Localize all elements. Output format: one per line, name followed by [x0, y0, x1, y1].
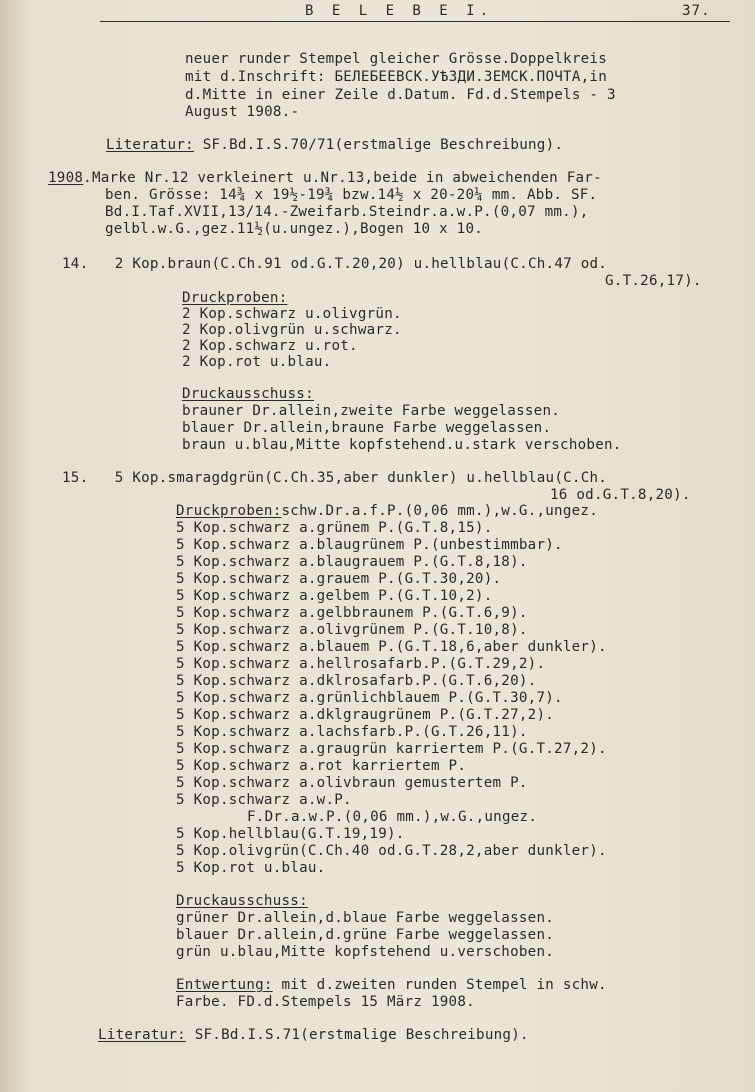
proof-item: 5 Kop.schwarz a.blaugrauem P.(G.T.8,18). [176, 554, 528, 570]
literature-text: SF.Bd.I.S.71(erstmalige Beschreibung). [185, 1027, 529, 1043]
intro-line: August 1908.- [185, 104, 300, 120]
proof-item: 5 Kop.schwarz a.gelbbraunem P.(G.T.6,9). [176, 605, 528, 621]
literature-1 [106, 137, 563, 153]
stamp-15-line: 15. 5 Kop.smaragdgrün(C.Ch.35,aber dunkler) u.hellblau(C.Ch. [62, 470, 608, 486]
proof-item: 5 Kop.schwarz a.olivgrünem P.(G.T.10,8). [176, 622, 528, 638]
page-header-title: B E L E B E I. [305, 3, 494, 19]
proof-item: 5 Kop.schwarz a.grünem P.(G.T.8,15). [176, 520, 493, 536]
header-rule [100, 21, 730, 22]
literature-label: Literatur: [98, 1027, 186, 1043]
literature-label: Literatur: [106, 137, 194, 153]
proof-item: 5 Kop.schwarz a.w.P. [176, 792, 352, 808]
cancellation-line: Entwertung: mit d.zweiten runden Stempel in schw. [176, 977, 607, 993]
literature-text: SF.Bd.I.S.70/71(erstmalige Beschreibung). [193, 137, 564, 153]
waste-label: Druckausschuss: [182, 386, 314, 402]
waste-item: blauer Dr.allein,braune Farbe weggelassen. [182, 420, 552, 436]
page-number: 37. [682, 3, 711, 19]
proof-item: 5 Kop.schwarz a.dklrosafarb.P.(G.T.6,20). [176, 673, 537, 689]
intro-line: neuer runder Stempel gleicher Grösse.Doppelkreis [185, 51, 607, 67]
issue-year: 1908 [48, 170, 84, 186]
proof-item: 5 Kop.schwarz a.olivbraun gemustertem P. [176, 775, 528, 791]
waste-item: braun u.blau,Mitte kopfstehend.u.stark verschoben. [182, 437, 622, 453]
stamp-14-line: G.T.26,17). [605, 273, 702, 289]
proof-item: 5 Kop.schwarz a.hellrosafarb.P.(G.T.29,2). [176, 656, 546, 672]
proof-item: 2 Kop.schwarz u.rot. [182, 338, 358, 354]
proofs-intro: schw.Dr.a.f.P.(0,06 mm.),w.G.,ungez. [281, 503, 598, 519]
waste-item: grüner Dr.allein,d.blaue Farbe weggelassen. [176, 910, 555, 926]
stamp-14-line: 14. 2 Kop.braun(C.Ch.91 od.G.T.20,20) u.hellblau(C.Ch.47 od. [62, 256, 608, 272]
waste-item: brauner Dr.allein,zweite Farbe weggelassen. [182, 403, 561, 419]
cancellation-line: Farbe. FD.d.Stempels 15 März 1908. [176, 994, 475, 1010]
proof-item: 2 Kop.schwarz u.olivgrün. [182, 306, 402, 322]
proof-item: 5 Kop.schwarz a.blauem P.(G.T.18,6,aber dunkler). [176, 639, 607, 655]
proof-item: 5 Kop.schwarz a.blaugrünem P.(unbestimmbar). [176, 537, 563, 553]
waste-label: Druckausschuss: [176, 893, 308, 909]
proof-item: 5 Kop.schwarz a.grünlichblauem P.(G.T.30,7). [176, 690, 563, 706]
proof-item: 5 Kop.rot u.blau. [176, 860, 326, 876]
proof-item: 5 Kop.schwarz a.gelbem P.(G.T.10,2). [176, 588, 493, 604]
waste-item: grün u.blau,Mitte kopfstehend u.verschoben. [176, 944, 555, 960]
proof-item: 5 Kop.schwarz a.graugrün karriertem P.(G.T.27,2). [176, 741, 607, 757]
issue-1908-line: Bd.I.Taf.XVII,13/14.-Zweifarb.Steindr.a.w.P.(0,07 mm.), [105, 204, 589, 220]
proof-item: 5 Kop.schwarz a.dklgraugrünem P.(G.T.27,2). [176, 707, 555, 723]
cancellation-label: Entwertung: [176, 977, 273, 993]
intro-line: mit d.Inschrift: БЕЛЕБЕЕВСК.УѢЗДИ.ЗЕМСК.ПОЧТА,in [185, 69, 607, 85]
waste-item: blauer Dr.allein,d.grüne Farbe weggelassen. [176, 927, 555, 943]
proof-item: 5 Kop.schwarz a.rot karriertem P. [176, 758, 467, 774]
issue-1908-line: gelbl.w.G.,gez.11½(u.ungez.),Bogen 10 x 10. [105, 221, 484, 237]
literature-2 [98, 1027, 529, 1043]
issue-1908-line: ben. Grösse: 14¾ x 19½-19¾ bzw.14½ x 20-20¼ mm. Abb. SF. [105, 187, 598, 203]
proofs-heading [176, 503, 598, 519]
intro-line: d.Mitte in einer Zeile d.Datum. Fd.d.Stempels - 3 [185, 87, 616, 103]
proofs-label: Druckproben: [182, 290, 288, 306]
stamp-15-line: 16 od.G.T.8,20). [550, 487, 691, 503]
proof-item: 5 Kop.schwarz a.grauem P.(G.T.30,20). [176, 571, 502, 587]
proof-item: 2 Kop.rot u.blau. [182, 354, 332, 370]
proof-item: 5 Kop.olivgrün(C.Ch.40 od.G.T.28,2,aber dunkler). [176, 843, 607, 859]
proof-item: 2 Kop.olivgrün u.schwarz. [182, 322, 402, 338]
proof-item: 5 Kop.hellblau(G.T.19,19). [176, 826, 405, 842]
proof-item: 5 Kop.schwarz a.lachsfarb.P.(G.T.26,11). [176, 724, 528, 740]
proof-note: F.Dr.a.w.P.(0,06 mm.),w.G.,ungez. [247, 809, 538, 825]
issue-1908-line: 1908.Marke Nr.12 verkleinert u.Nr.13,beide in abweichenden Far- [48, 170, 602, 186]
proofs-label: Druckproben: [176, 503, 282, 519]
